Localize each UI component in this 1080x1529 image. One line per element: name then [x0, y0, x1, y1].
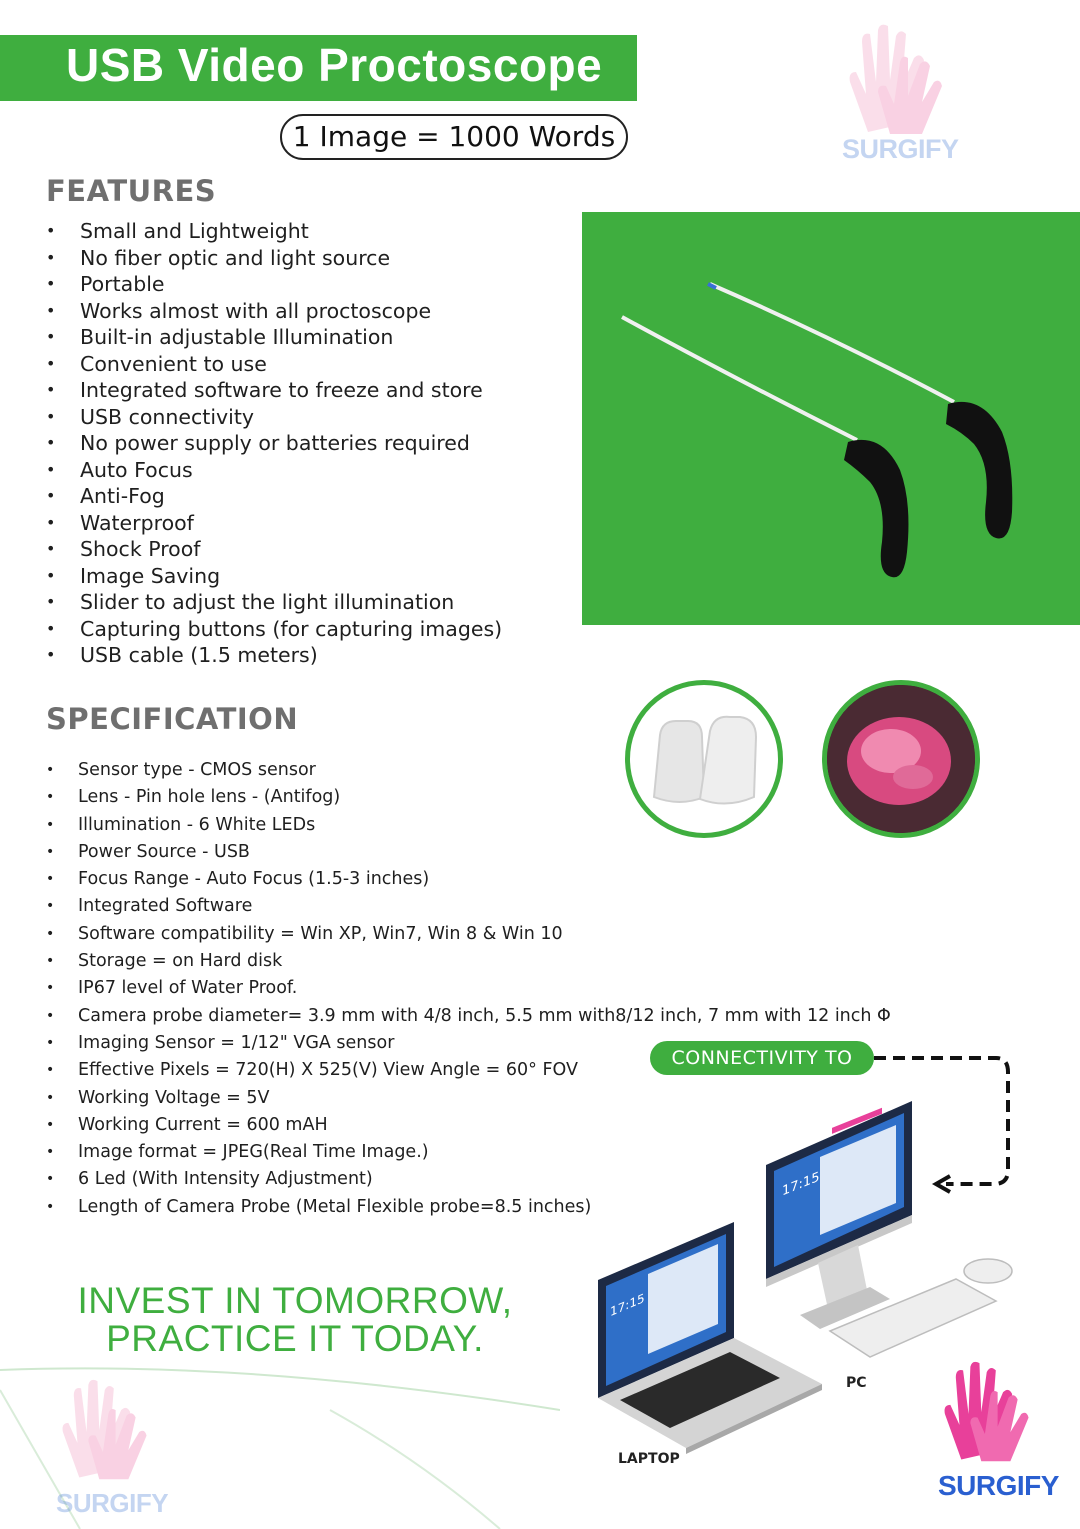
list-item: • Waterproof [44, 510, 502, 537]
list-item: • No fiber optic and light source [44, 245, 502, 272]
list-item: • USB connectivity [44, 404, 502, 431]
slogan-line-1: INVEST IN TOMORROW, [77, 1280, 513, 1321]
list-item: • Convenient to use [44, 351, 502, 378]
brand-name: SURGIFY [938, 1470, 1059, 1501]
specification-heading: SPECIFICATION [46, 702, 299, 736]
list-item: • Camera probe diameter= 3.9 mm with 4/8 inch, 5.5 mm with8/12 inch, 7 mm with 12 inch Φ [44, 1003, 891, 1030]
brand-name: SURGIFY [842, 134, 959, 164]
hands-logo-icon [838, 22, 948, 142]
connectivity-label: CONNECTIVITY TO [650, 1041, 874, 1075]
product-image-panel [582, 212, 1080, 625]
list-item: • Working Current = 600 mAH [44, 1112, 891, 1139]
page-title: USB Video Proctoscope [66, 39, 603, 91]
hands-logo-icon [52, 1376, 152, 1488]
list-item: • Image Saving [44, 563, 502, 590]
proctoscope-probes-image [582, 212, 1080, 625]
list-item: • Imaging Sensor = 1/12" VGA sensor [44, 1030, 891, 1057]
brand-logo [934, 1358, 1059, 1508]
list-item: • Small and Lightweight [44, 218, 502, 245]
list-item: • USB cable (1.5 meters) [44, 642, 502, 669]
list-item: • Anti-Fog [44, 483, 502, 510]
list-item: • Effective Pixels = 720(H) X 525(V) View Angle = 60° FOV [44, 1057, 891, 1084]
pc-label: PC [846, 1375, 867, 1391]
slogan-line-2: PRACTICE IT TODAY. [106, 1318, 484, 1359]
laptop-illustration [590, 1218, 830, 1458]
list-item: • Integrated software to freeze and store [44, 377, 502, 404]
list-item: • Slider to adjust the light illumination [44, 589, 502, 616]
list-item: • Shock Proof [44, 536, 502, 563]
list-item: • No power supply or batteries required [44, 430, 502, 457]
list-item: • Capturing buttons (for capturing images) [44, 616, 502, 643]
list-item: • Focus Range - Auto Focus (1.5-3 inches) [44, 866, 891, 893]
list-item: • Works almost with all proctoscope [44, 298, 502, 325]
list-item: • Working Voltage = 5V [44, 1085, 891, 1112]
watermark-logo-top [838, 22, 959, 172]
watermark-logo-bottom [52, 1376, 169, 1526]
list-item: • IP67 level of Water Proof. [44, 975, 891, 1002]
list-item: • Auto Focus [44, 457, 502, 484]
features-heading: FEATURES [46, 174, 217, 208]
list-item: • Illumination - 6 White LEDs [44, 812, 891, 839]
list-item: • Portable [44, 271, 502, 298]
list-item: • Lens - Pin hole lens - (Antifog) [44, 784, 891, 811]
tagline-badge: 1 Image = 1000 Words [280, 114, 628, 160]
brand-name: SURGIFY [56, 1488, 169, 1518]
list-item: • 6 Led (With Intensity Adjustment) [44, 1166, 891, 1193]
features-list [44, 218, 502, 669]
laptop-label: LAPTOP [618, 1451, 680, 1467]
pc-screen-time: 17:15 [782, 1169, 820, 1200]
list-item: • Length of Camera Probe (Metal Flexible probe=8.5 inches) [44, 1194, 891, 1221]
list-item: • Built-in adjustable Illumination [44, 324, 502, 351]
list-item: • Software compatibility = Win XP, Win7, Win 8 & Win 10 [44, 921, 891, 948]
list-item: • Integrated Software [44, 893, 891, 920]
hands-logo-icon [934, 1358, 1034, 1470]
list-item: • Power Source - USB [44, 839, 891, 866]
laptop-screen-time: 17:15 [610, 1290, 645, 1320]
list-item: • Storage = on Hard disk [44, 948, 891, 975]
laptop-graphic [590, 1218, 830, 1458]
list-item: • Image format = JPEG(Real Time Image.) [44, 1139, 891, 1166]
list-item: • Sensor type - CMOS sensor [44, 757, 891, 784]
